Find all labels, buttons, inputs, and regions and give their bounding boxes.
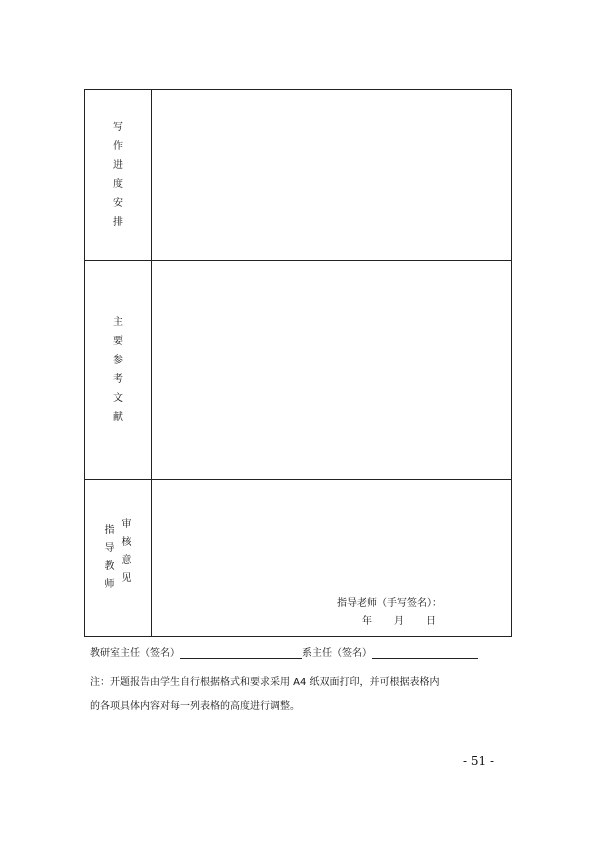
footnote-line: 注：开题报告由学生自行根据格式和要求采用 A4 纸双面打印，并可根据表格内 <box>90 677 440 688</box>
page-number: - 51 - <box>463 754 495 768</box>
footnote <box>90 671 518 719</box>
row-label-review <box>85 480 152 637</box>
label-char: 献 <box>113 412 123 423</box>
label-char: 写 <box>113 122 123 133</box>
row-label-schedule <box>85 90 152 261</box>
label-char: 进 <box>113 160 123 171</box>
row-label-references <box>85 261 152 480</box>
label-char: 审 <box>121 519 132 530</box>
label-char: 师 <box>104 579 115 590</box>
director-signature-blank[interactable] <box>180 647 302 659</box>
director-signature-label: 教研室主任（签名） <box>90 648 180 659</box>
label-char: 核 <box>121 537 132 548</box>
label-char: 排 <box>113 217 123 228</box>
review-content-cell <box>152 480 512 637</box>
label-char: 安 <box>113 198 123 209</box>
table-row-review <box>85 480 512 637</box>
label-char: 文 <box>113 393 123 404</box>
label-column-right <box>122 516 132 594</box>
table-row-schedule <box>85 90 512 261</box>
label-char: 考 <box>113 374 123 385</box>
label-char: 度 <box>113 179 123 190</box>
label-char: 参 <box>113 355 123 366</box>
label-column-left <box>105 522 115 594</box>
approval-signature-line <box>90 644 478 659</box>
label-char: 意 <box>121 555 132 566</box>
label-char: 主 <box>113 317 123 328</box>
table-row-references <box>85 261 512 480</box>
advisor-signature-label: 指导老师（手写签名）： <box>337 598 442 609</box>
footnote-line: 的各项具体内容对每一列表格的高度进行调整。 <box>90 701 300 712</box>
date-year-label: 年 <box>362 616 372 627</box>
label-char: 见 <box>121 573 132 584</box>
date-day-label: 日 <box>426 616 436 627</box>
thesis-proposal-form-table <box>84 89 512 637</box>
dept-head-signature-label: 系主任（签名） <box>302 648 372 659</box>
label-char: 作 <box>113 141 123 152</box>
references-content-cell <box>152 261 512 480</box>
dept-head-signature-blank[interactable] <box>372 647 478 659</box>
label-char: 要 <box>113 336 123 347</box>
date-month-label: 月 <box>394 616 404 627</box>
signature-date <box>362 612 436 627</box>
label-char: 导 <box>104 543 115 554</box>
label-char: 指 <box>104 525 115 536</box>
label-char: 教 <box>104 561 115 572</box>
schedule-content-cell <box>152 90 512 261</box>
